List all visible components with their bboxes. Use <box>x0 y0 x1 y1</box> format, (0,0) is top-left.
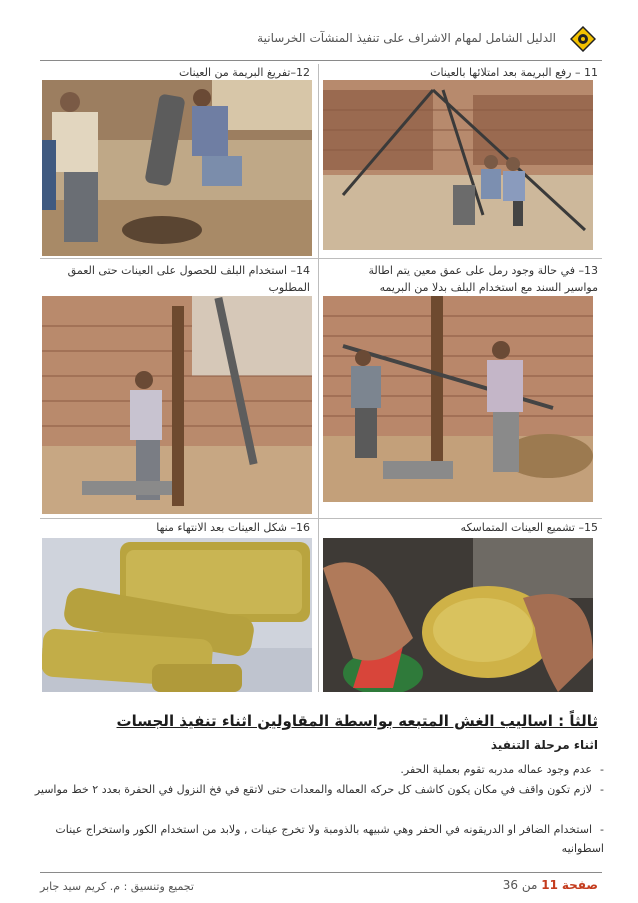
caption-14-line2: المطلوب <box>268 281 310 294</box>
page-word: صفحة <box>561 878 598 892</box>
caption-14 <box>40 262 310 296</box>
caption-15: 15– تشميع العينات المتماسكه <box>460 521 598 534</box>
photo-using-bailer <box>42 296 312 514</box>
section-title: ثالثاً : اساليب الغش المتبعه بواسطة المقاولين اثناء تنفيذ الجسات <box>116 712 598 730</box>
row-divider-1 <box>40 258 602 259</box>
bullet-item <box>34 780 604 799</box>
bullet-text: استخدام الضافر او الدريقونه في الحفر وهي شبيهه بالذومبة ولا تخرج عينات , ولابد من استخدام الكور واستخراج عينات اسطوانيه <box>55 823 604 855</box>
caption-13 <box>328 262 598 296</box>
caption-16: 16– شكل العينات بعد الانتهاء منها <box>156 521 310 534</box>
bullet-item <box>34 760 604 779</box>
bullet-item <box>34 820 604 858</box>
photo-waxing-samples <box>323 538 593 692</box>
page-header <box>40 22 602 58</box>
photo-finished-samples <box>42 538 312 692</box>
bullet-dash: - <box>600 763 604 776</box>
page-total: من 36 <box>502 878 538 892</box>
bullet-text: لازم تكون واقف في مكان يكون كاشف كل حركه العماله والمعدات حتى لاتقع في فخ النزول في الحفرة بعدد ٢ خط مواسير <box>34 783 592 796</box>
caption-14-line1: 14– استخدام البلف للحصول على العينات حتى العمق <box>67 264 310 277</box>
photo-emptying-auger <box>42 80 312 256</box>
caption-12: 12–تفريغ البريمة من العينات <box>178 66 310 79</box>
bullet-text: عدم وجود عماله مدربه تقوم بعملية الحفر. <box>400 763 592 776</box>
caption-11: 11 – رفع البريمة بعد امتلائها بالعينات <box>430 66 598 79</box>
page-current: 11 <box>541 878 558 892</box>
column-divider <box>318 64 319 692</box>
caption-13-line2: مواسير السند مع استخدام البلف بدلا من البريمه <box>379 281 598 294</box>
footer-credit: تجميع وتنسيق : م. كريم سيد جابر <box>40 880 194 893</box>
footer-divider <box>40 872 602 873</box>
header-title: الدليل الشامل لمهام الاشراف على تنفيذ المنشآت الخرسانية <box>257 31 556 45</box>
page-number <box>503 878 598 892</box>
bullet-dash: - <box>600 823 604 836</box>
caption-13-line1: 13– في حالة وجود رمل على عمق معين يتم اطالة <box>368 264 598 277</box>
photo-lifting-auger <box>323 80 593 250</box>
header-divider <box>40 60 602 61</box>
photo-extending-casing <box>323 296 593 502</box>
warning-logo-icon <box>570 26 596 52</box>
bullet-dash: - <box>600 783 604 796</box>
section-subtitle: اثناء مرحلة التنفيذ <box>490 738 598 752</box>
